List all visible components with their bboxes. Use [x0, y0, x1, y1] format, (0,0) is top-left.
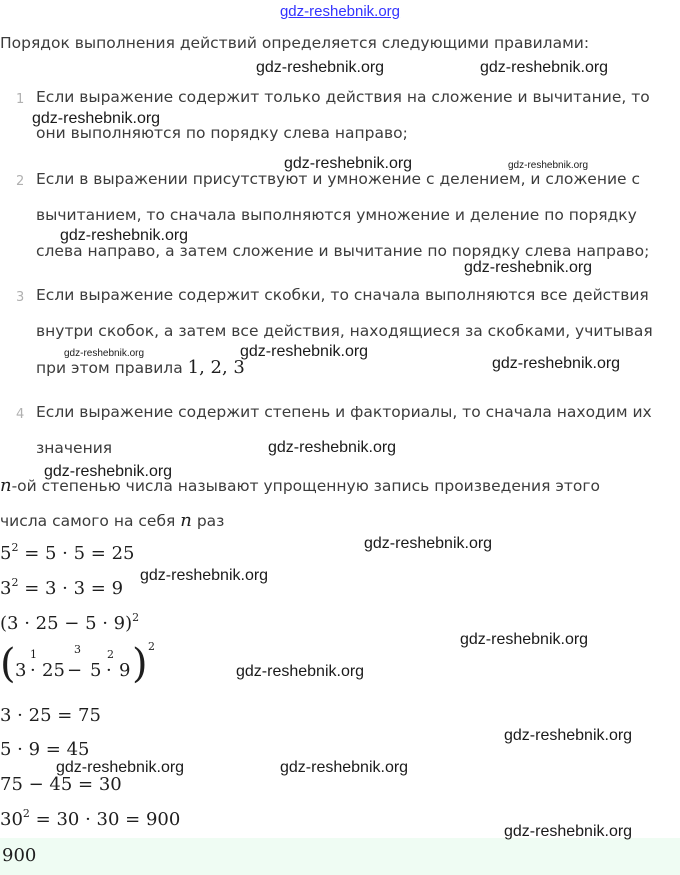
step-4: $30^2 = 30 \cdot 30 = 900$: [0, 807, 181, 830]
site-link[interactable]: gdz-reshebnik.org: [279, 3, 401, 20]
rule-number: 2: [16, 174, 25, 189]
rule-text-line: внутри скобок, а затем все действия, находящиеся за скобками, учитывая: [36, 322, 653, 340]
rule-number: 4: [16, 407, 25, 422]
rule-text-line: слева направо, а затем сложение и вычитание по порядку слева направо;: [36, 242, 650, 260]
watermark: gdz-reshebnik.org: [236, 663, 365, 680]
watermark: gdz-reshebnik.org: [504, 823, 633, 840]
watermark: gdz-reshebnik.org: [140, 567, 269, 584]
watermark: gdz-reshebnik.org: [480, 59, 609, 76]
rule-text-line: Если выражение содержит только действия на сложение и вычитание, то: [36, 88, 650, 106]
example-power-1: $5^2 = 5 \cdot 5 = 25$: [0, 541, 135, 564]
watermark: gdz-reshebnik.org: [60, 227, 189, 244]
watermark: gdz-reshebnik.org: [508, 160, 589, 171]
expression: $(3 \cdot 25 - 5 \cdot 9)^2$: [0, 611, 140, 634]
step-2: 5 · 9 = 45: [0, 739, 90, 760]
rule-text-line: Если в выражении присутствуют и умножение с делением, и сложение с: [36, 170, 641, 188]
watermark: gdz-reshebnik.org: [44, 463, 173, 480]
answer-value: 900: [2, 845, 37, 866]
watermark: gdz-reshebnik.org: [492, 355, 621, 372]
answer-box: [0, 838, 680, 875]
rule-text-line: Если выражение содержит скобки, то сначала выполняются все действия: [36, 286, 649, 304]
rule-number: 1: [16, 92, 25, 107]
watermark: gdz-reshebnik.org: [64, 348, 145, 359]
watermark: gdz-reshebnik.org: [460, 631, 589, 648]
intro-text: Порядок выполнения действий определяется следующими правилами:: [0, 34, 590, 52]
definition-line-1: n-ой степенью числа называют упрощенную запись произведения этого: [0, 475, 601, 496]
rule-text-line: они выполняются по порядку слева направо;: [36, 124, 408, 142]
rule-text-line: вычитанием, то сначала выполняются умножение и деление по порядку: [36, 206, 637, 224]
rule-text-line: значения: [36, 439, 113, 457]
watermark: gdz-reshebnik.org: [56, 759, 185, 776]
watermark: gdz-reshebnik.org: [32, 110, 161, 127]
example-power-2: $3^2 = 3 \cdot 3 = 9$: [0, 576, 124, 599]
watermark: gdz-reshebnik.org: [504, 727, 633, 744]
site-header: [0, 2, 680, 20]
rule-text-line: Если выражение содержит степень и факториалы, то сначала находим их: [36, 403, 652, 421]
watermark: gdz-reshebnik.org: [240, 343, 369, 360]
rule-number: 3: [16, 290, 25, 305]
watermark: gdz-reshebnik.org: [268, 439, 397, 456]
watermark: gdz-reshebnik.org: [464, 259, 593, 276]
rule-numbers-math: 1, 2, 3: [187, 357, 245, 378]
definition-line-2: числа самого на себя n раз: [0, 510, 225, 531]
step-1: 3 · 25 = 75: [0, 705, 101, 726]
watermark: gdz-reshebnik.org: [284, 155, 413, 172]
expression-ordered: ( 3 1 · 25 − 3 5 2 · 9 ) 2: [0, 640, 155, 687]
watermark: gdz-reshebnik.org: [280, 759, 409, 776]
step-3: 75 − 45 = 30: [0, 774, 122, 795]
watermark: gdz-reshebnik.org: [256, 59, 385, 76]
watermark: gdz-reshebnik.org: [364, 535, 493, 552]
rule-text-line: при этом правила 1, 2, 3: [36, 357, 245, 378]
